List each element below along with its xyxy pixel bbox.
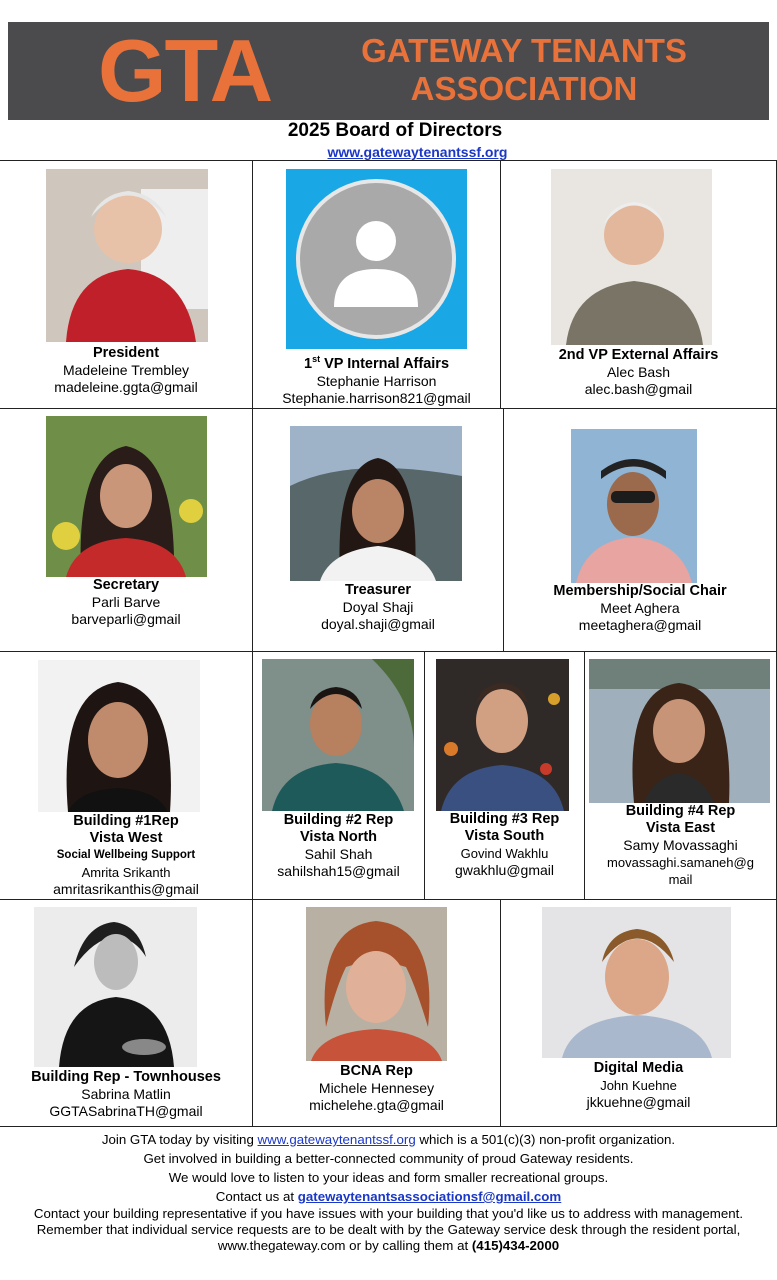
member-name: Sabrina Matlin: [81, 1086, 171, 1102]
bcna-caption: [253, 1063, 500, 1114]
building-name: Vista West: [89, 830, 163, 846]
header-banner: [8, 22, 769, 120]
role-label: Building #2 Rep: [283, 812, 394, 828]
townhouses-photo: [34, 907, 197, 1067]
member-name: Samy Movassaghi: [623, 837, 738, 853]
footer-phone-line: www.thegateway.com or by calling them at (415)434-2000: [217, 1238, 560, 1253]
role-label: Digital Media: [593, 1060, 684, 1076]
org-name: [314, 32, 734, 108]
footer-join-line: Join GTA today by visiting www.gatewaytenantssf.org which is a 501(c)(3) non-profit organization.: [101, 1132, 676, 1147]
member-name: John Kuehne: [600, 1078, 677, 1093]
role-label: Secretary: [92, 577, 160, 593]
gta-logo: GTA: [98, 21, 272, 120]
member-email: barveparli@gmail: [71, 611, 181, 627]
card-digital: [501, 899, 777, 1127]
treasurer-photo: [290, 426, 462, 581]
member-email: Stephanie.harrison821@gmail: [282, 389, 471, 406]
footer: [0, 1130, 777, 1254]
member-email: jkkuehne@gmail: [586, 1094, 691, 1110]
member-email: sahilshah15@gmail: [277, 863, 400, 879]
treasurer-caption: [253, 582, 503, 633]
member-email: movassaghi.samaneh@g: [607, 855, 754, 870]
card-building4: [585, 651, 777, 899]
card-president: [0, 160, 253, 408]
building3-photo: [436, 659, 569, 811]
member-email: amritasrikanthis@gmail: [53, 881, 199, 897]
website-link[interactable]: www.gatewaytenantssf.org: [327, 144, 508, 160]
footer-rep-note: Contact your building representative if you have issues with your building that you'd like us to address with management.: [33, 1206, 744, 1221]
grid-bottom-border: [0, 1126, 777, 1127]
card-membership: [504, 408, 777, 651]
digital-photo: [542, 907, 731, 1058]
role-label: 1st VP Internal Affairs: [303, 354, 450, 372]
footer-ideas: We would love to listen to your ideas and form smaller recreational groups.: [168, 1170, 609, 1185]
member-email: madeleine.ggta@gmail: [54, 379, 198, 395]
building2-photo: [262, 659, 414, 811]
building-name: Vista North: [299, 829, 378, 845]
member-name: Alec Bash: [606, 364, 671, 380]
bcna-photo: [306, 907, 447, 1061]
page-title: 2025 Board of Directors: [287, 120, 503, 141]
member-name: Michele Hennesey: [318, 1080, 435, 1096]
member-email: alec.bash@gmail: [584, 381, 693, 397]
footer-website-link[interactable]: www.gatewaytenantssf.org: [257, 1132, 416, 1147]
building-name: Vista South: [464, 828, 545, 844]
extra-role: Social Wellbeing Support: [56, 849, 196, 861]
member-name: Stephanie Harrison: [316, 372, 437, 389]
member-email: GGTASabrinaTH@gmail: [49, 1103, 203, 1119]
footer-phone: (415)434-2000: [471, 1238, 560, 1253]
member-name: Parli Barve: [91, 594, 161, 610]
card-vp-internal: [253, 160, 501, 408]
footer-service-note: Remember that individual service requests are to be dealt with by the Gateway service desk through the resident portal,: [36, 1222, 741, 1237]
role-label: President: [92, 345, 160, 361]
membership-caption: [504, 583, 776, 634]
secretary-caption: [0, 577, 252, 628]
building1-caption: [0, 813, 252, 898]
member-name: Govind Wakhlu: [460, 846, 549, 861]
membership-photo: [571, 429, 697, 583]
org-name-line1: GATEWAY TENANTS: [361, 32, 687, 69]
member-email: doyal.shaji@gmail: [321, 616, 435, 632]
digital-caption: [501, 1060, 776, 1111]
building-name: Vista East: [645, 820, 716, 836]
footer-email-link[interactable]: gatewaytenantsassociationsf@gmail.com: [297, 1189, 562, 1204]
footer-get-involved: Get involved in building a better-connected community of proud Gateway residents.: [143, 1151, 634, 1166]
card-building2: [253, 651, 425, 899]
building4-caption: [585, 803, 776, 888]
member-email: meetaghera@gmail: [578, 617, 702, 633]
vp-internal-caption: [253, 351, 500, 407]
card-treasurer: [253, 408, 504, 651]
president-caption: [0, 345, 252, 396]
org-name-line2: ASSOCIATION: [410, 70, 638, 107]
role-label: Treasurer: [344, 582, 412, 598]
member-name: Sahil Shah: [304, 846, 373, 862]
member-email-continued: mail: [668, 872, 693, 887]
card-bcna: [253, 899, 501, 1127]
vp-external-caption: [501, 347, 776, 398]
card-vp-external: [501, 160, 777, 408]
role-label: Membership/Social Chair: [553, 583, 727, 599]
member-email: michelehe.gta@gmail: [309, 1097, 444, 1113]
role-label: Building #4 Rep: [625, 803, 736, 819]
townhouses-caption: [0, 1069, 252, 1120]
member-name: Amrita Srikanth: [81, 865, 171, 880]
role-label: Building #1Rep: [73, 813, 179, 829]
card-townhouses: [0, 899, 253, 1127]
vp-external-photo: [551, 169, 712, 345]
card-building1: [0, 651, 253, 899]
building3-caption: [425, 811, 584, 879]
president-photo: [46, 169, 208, 342]
member-name: Meet Aghera: [600, 600, 680, 616]
card-building3: [425, 651, 585, 899]
vp-internal-photo: [286, 169, 467, 349]
role-label: Building Rep - Townhouses: [31, 1069, 221, 1085]
footer-contact-line: Contact us at gatewaytenantsassociationsf@gmail.com: [215, 1189, 562, 1204]
secretary-photo: [46, 416, 207, 577]
building1-photo: [38, 660, 200, 812]
role-label: 2nd VP External Affairs: [558, 347, 719, 363]
member-name: Madeleine Trembley: [62, 362, 190, 378]
role-label: BCNA Rep: [340, 1063, 413, 1079]
member-name: Doyal Shaji: [342, 599, 414, 615]
role-label: Building #3 Rep: [449, 811, 560, 827]
building2-caption: [253, 812, 424, 880]
card-secretary: [0, 408, 253, 651]
building4-photo: [589, 659, 770, 803]
member-email: gwakhlu@gmail: [454, 862, 555, 878]
